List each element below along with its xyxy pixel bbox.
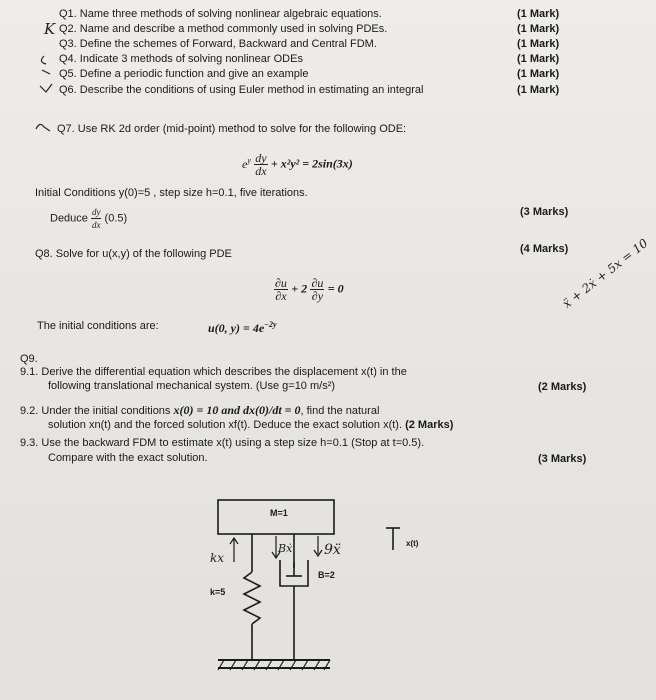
question-6: Q6. Describe the conditions of using Euler method in estimating an integral <box>59 84 424 96</box>
question-5: Q5. Define a periodic function and give an example <box>59 68 309 80</box>
handwritten-checkmarks <box>36 48 62 108</box>
q9-part1-line1: 9.1. Derive the differential equation which describes the displacement x(t) in the <box>20 366 407 378</box>
q8-pde: $\frac{\partial u}{\partial x}$ + 2 $\frac{\partial u}{\partial y}$ = 0 <box>275 276 344 303</box>
dy-dx-fraction: $\frac{dy}{dx}$ <box>255 151 267 178</box>
q7-initial-conditions: Initial Conditions y(0)=5 , step size h=0.1, five iterations. <box>35 187 308 199</box>
question-8-marks: (4 Marks) <box>520 243 569 255</box>
q9-part3-line1: 9.3. Use the backward FDM to estimate x(t) using a step size h=0.1 (Stop at t=0.5). <box>20 437 425 449</box>
question-2-marks: (1 Mark) <box>517 23 560 35</box>
question-4: Q4. Indicate 3 methods of solving nonlinear ODEs <box>59 53 303 65</box>
handwritten-bx: Bẋ <box>278 542 293 555</box>
question-8: Q8. Solve for u(x,y) of the following PDE <box>35 248 232 260</box>
q9-part1-line2: following translational mechanical system. (Use g=10 m/s²) <box>48 380 336 392</box>
question-1: Q1. Name three methods of solving nonlinear algebraic equations. <box>59 8 382 20</box>
handwritten-arrow <box>34 119 56 133</box>
mass-label: M=1 <box>270 508 288 518</box>
handwritten-kx: kx <box>210 551 225 565</box>
handwritten-side-note: ẍ + 2ẋ + 5x = 10 <box>560 236 651 312</box>
q9-part3-line2: Compare with the exact solution. <box>48 452 208 464</box>
spring <box>244 572 260 624</box>
q7-equation: $e^y$ $\frac{dy}{dx}$ + x²y² = 2sin(3x) <box>242 151 353 178</box>
question-1-marks: (1 Mark) <box>517 8 560 20</box>
question-5-marks: (1 Mark) <box>517 68 560 80</box>
q9-part3-marks: (3 Marks) <box>538 453 587 465</box>
q7-deduce: Deduce $\frac{dy}{dx}$ (0.5) <box>50 207 128 230</box>
question-6-marks: (1 Mark) <box>517 84 560 96</box>
q9-part2-line2: solution xn(t) and the forced solution xf(t). Deduce the exact solution x(t). (2 Marks) <box>48 419 454 431</box>
damper-label: B=2 <box>318 570 335 580</box>
handwritten-k: K <box>44 20 56 38</box>
spring-label: k=5 <box>210 587 226 597</box>
q9-part2-line1: 9.2. Under the initial conditions x(0) = 10 and dx(0)/dt = 0, find the natural <box>20 403 380 417</box>
question-7-marks: (3 Marks) <box>520 206 569 218</box>
question-7: Q7. Use RK 2d order (mid-point) method to solve for the following ODE: <box>57 123 407 135</box>
question-3: Q3. Define the schemes of Forward, Backward and Central FDM. <box>59 38 377 50</box>
q8-initial-label: The initial conditions are: <box>37 320 159 332</box>
question-3-marks: (1 Mark) <box>517 38 560 50</box>
displacement-label: x(t) <box>406 539 419 548</box>
q9-part1-marks: (2 Marks) <box>538 381 587 393</box>
question-9-label: Q9. <box>20 353 38 365</box>
mechanical-system-diagram <box>190 490 450 690</box>
question-2: Q2. Name and describe a method commonly used in solving PDEs. <box>59 23 388 35</box>
q8-initial-equation: u(0, $y) = 4e^{-2y}$ <box>208 320 277 335</box>
handwritten-mg: 9ẍ <box>324 542 341 558</box>
question-4-marks: (1 Mark) <box>517 53 560 65</box>
